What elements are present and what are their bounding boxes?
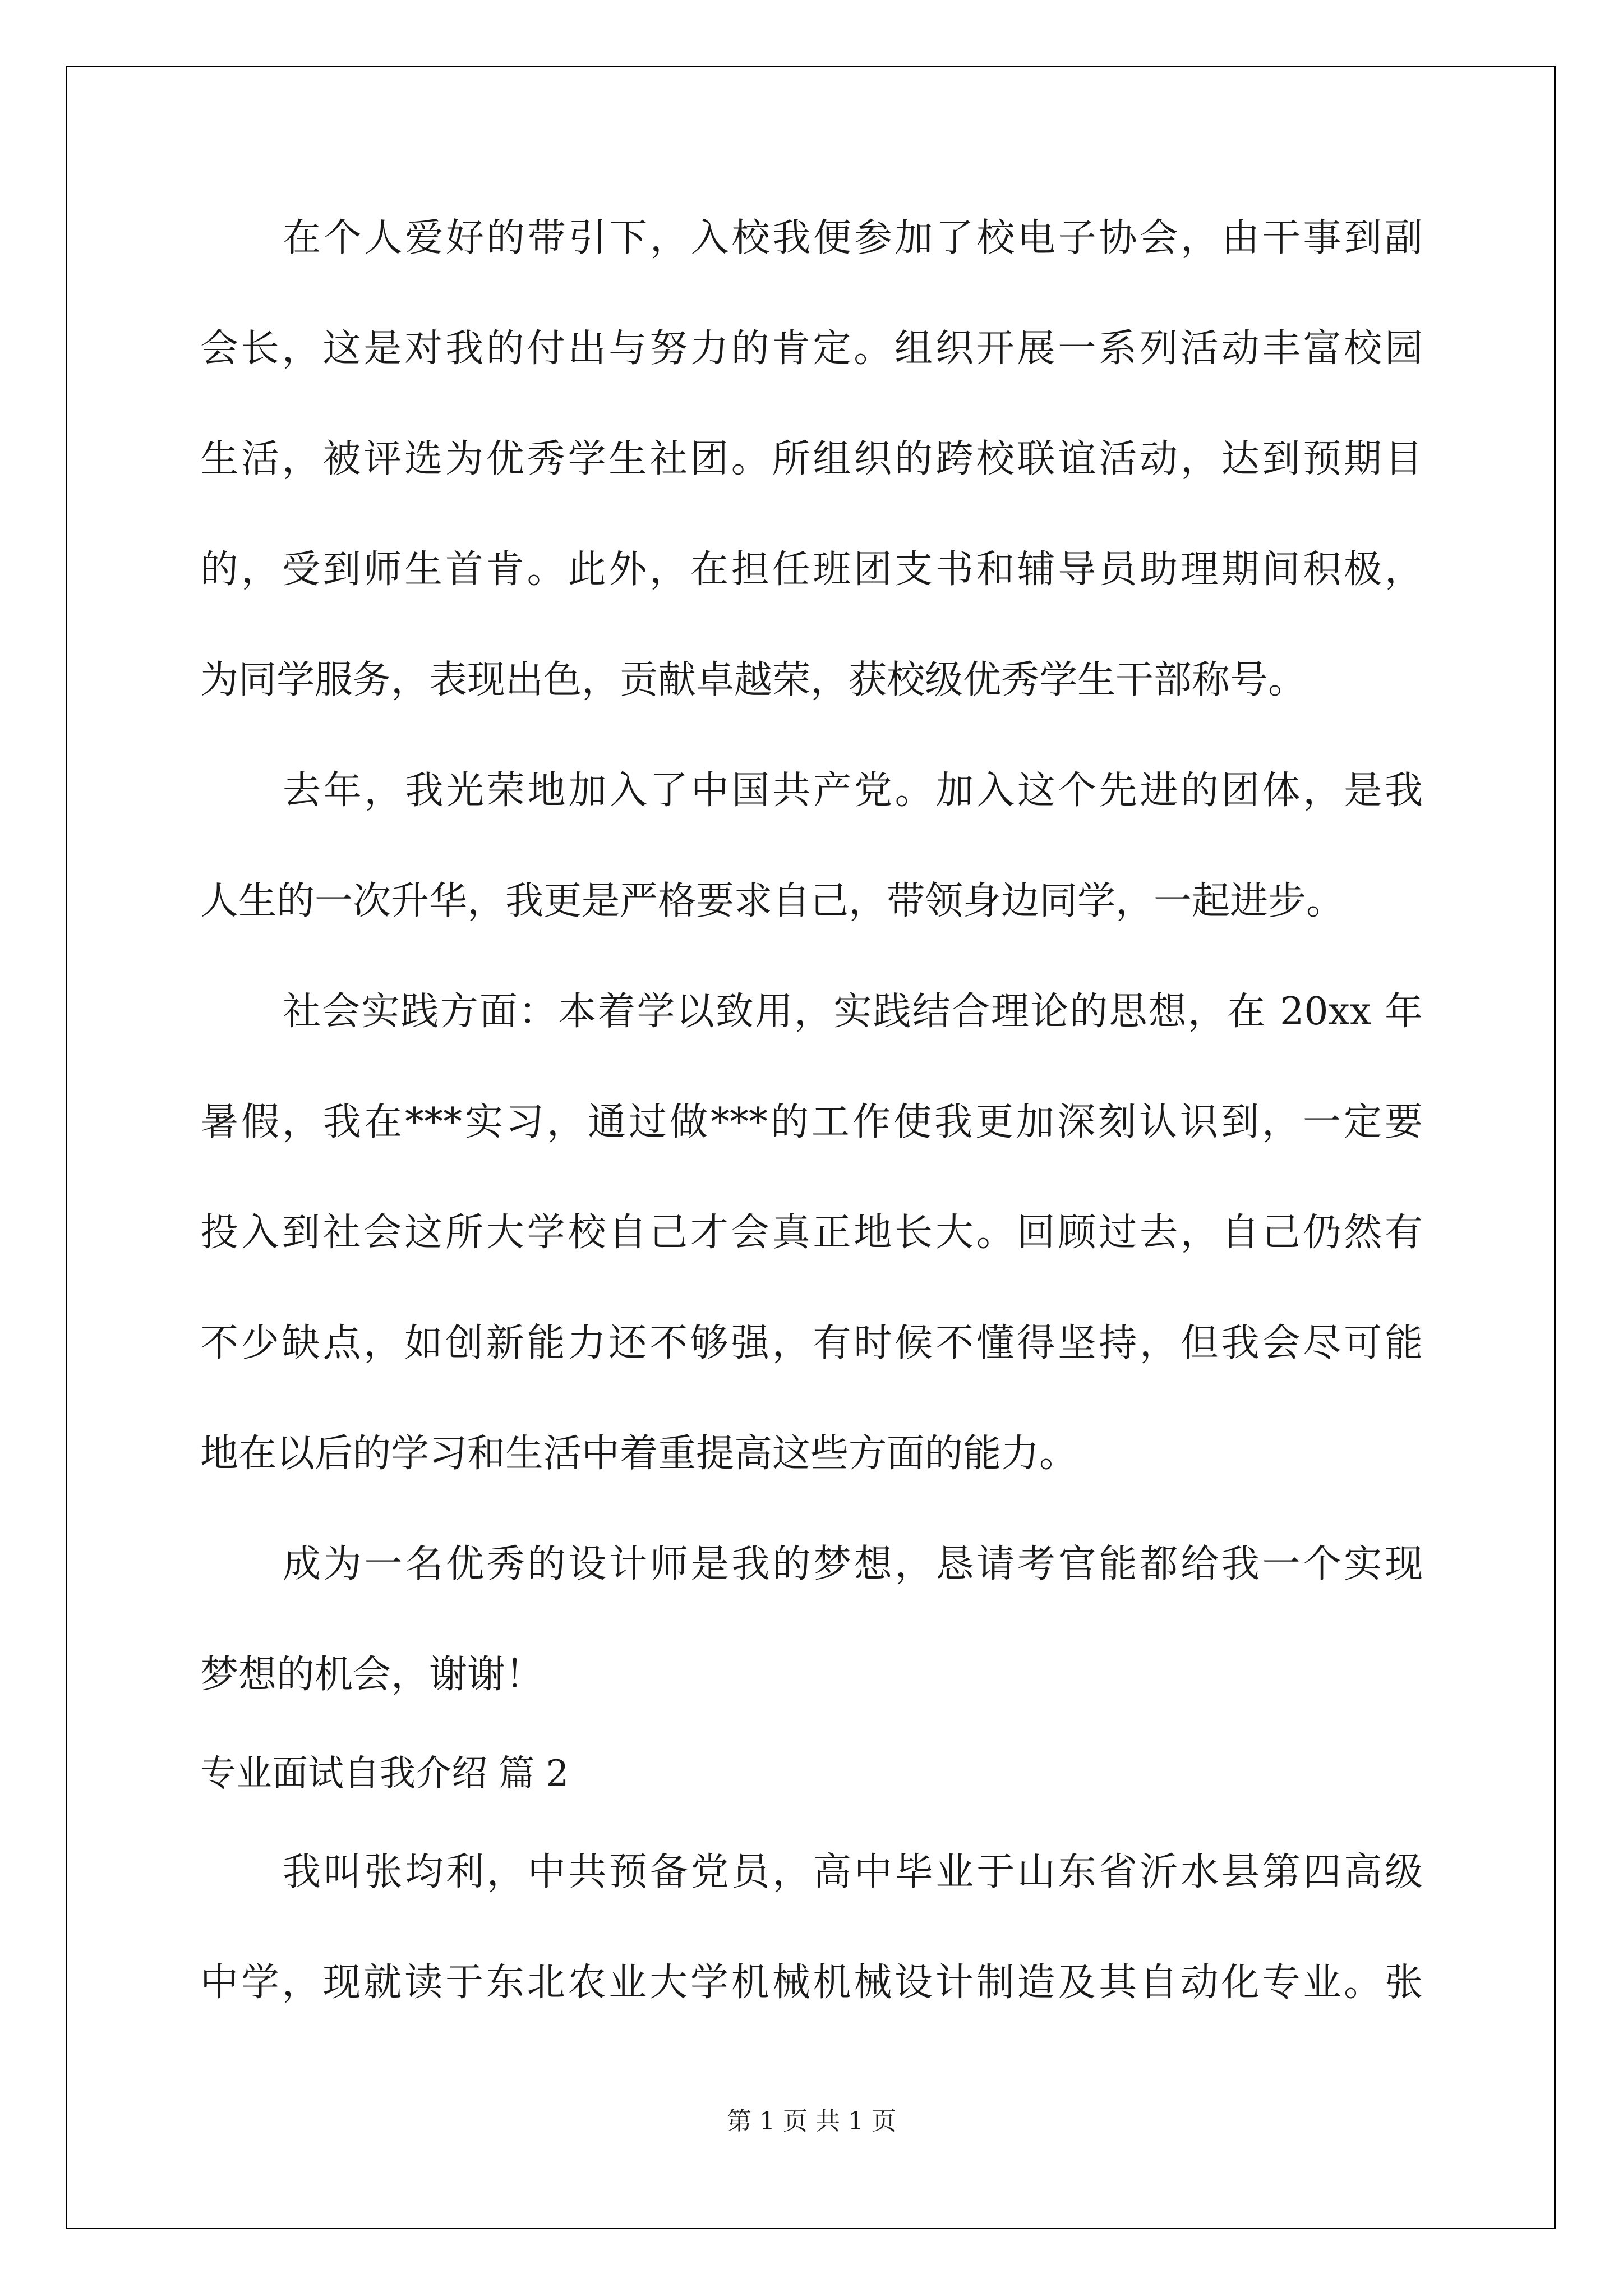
paragraph-line: 社会实践方面：本着学以致用，实践结合理论的思想，在 20xx 年 — [283, 990, 1423, 1034]
paragraph-line: 为同学服务，表现出色，贡献卓越荣，获校级优秀学生干部称号。 — [200, 658, 1307, 702]
paragraph-line: 投入到社会这所大学校自己才会真正地长大。回顾过去，自己仍然有 — [200, 1211, 1423, 1255]
paragraph-line: 去年，我光荣地加入了中国共产党。加入这个先进的团体，是我 — [283, 769, 1423, 813]
paragraph-line: 暑假，我在***实习，通过做***的工作使我更加深刻认识到，一定要 — [200, 1100, 1423, 1144]
page-footer: 第 1 页 共 1 页 — [727, 2107, 896, 2136]
paragraph-line: 会长，这是对我的付出与努力的肯定。组织开展一系列活动丰富校园 — [200, 326, 1423, 371]
paragraph-line: 梦想的机会，谢谢！ — [200, 1653, 544, 1697]
paragraph-line: 在个人爱好的带引下，入校我便参加了校电子协会，由干事到副 — [283, 216, 1423, 260]
section-heading: 专业面试自我介绍 篇 2 — [200, 1753, 569, 1795]
paragraph-line: 地在以后的学习和生活中着重提高这些方面的能力。 — [200, 1432, 1078, 1476]
paragraph-line: 不少缺点，如创新能力还不够强，有时候不懂得坚持，但我会尽可能 — [200, 1321, 1423, 1365]
paragraph-line: 中学，现就读于东北农业大学机械机械设计制造及其自动化专业。张 — [200, 1961, 1423, 2005]
paragraph-line: 人生的一次升华，我更是严格要求自己，带领身边同学，一起进步。 — [200, 879, 1345, 923]
paragraph-line: 成为一名优秀的设计师是我的梦想，恳请考官能都给我一个实现 — [283, 1542, 1423, 1586]
paragraph-line: 生活，被评选为优秀学生社团。所组织的跨校联谊活动，达到预期目 — [200, 437, 1423, 481]
paragraph-line: 的，受到师生首肯。此外，在担任班团支书和辅导员助理期间积极， — [200, 547, 1423, 592]
paragraph-line: 我叫张均利，中共预备党员，高中毕业于山东省沂水县第四高级 — [283, 1850, 1423, 1894]
